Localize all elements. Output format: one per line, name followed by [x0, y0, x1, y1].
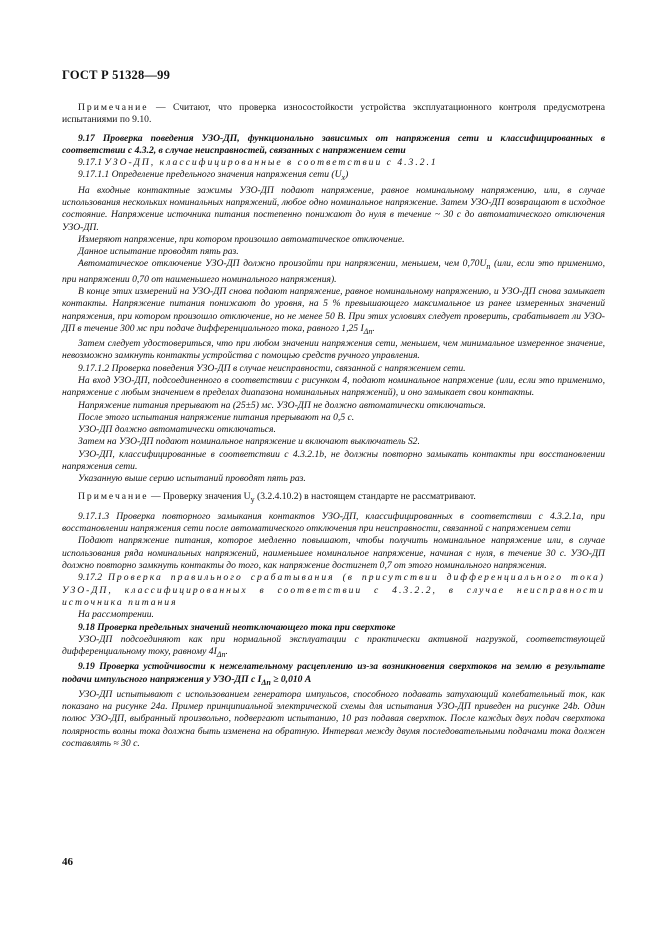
- paragraph: После этого испытания напряжение питания прерывают на 0,5 с.: [78, 411, 355, 423]
- paragraph: На входные контактные зажимы УЗО-ДП подают напряжение, равное номинальному напряжению, или, в случае использования нескольких номинальных напряжений, любое одно номинальное напряжение. Затем УЗО-ДП возвращают в исходное состояние. Напряжение источника питания постепенно понижают до нуля в течение ~ 30 с до автоматического отключения УЗО-ДП.: [62, 184, 605, 233]
- paragraph: УЗО-ДП подсоединяют как при нормальной эксплуатации с практически активной нагрузкой, соответствующей дифференциальному току, равному $4I_{\Delta n}$.: [62, 633, 605, 659]
- paragraph: Автоматическое отключение УЗО-ДП должно произойти при напряжении, меньшем, чем $0,70U_n$ (или, если это применимо, при напряжении 0,70 от наименьшего номинального напряжения).: [62, 258, 605, 285]
- paragraph: УЗО-ДП испытывают с использованием генератора импульсов, способного подавать затухающий колебательный ток, как показано на рисунке 24a. Пример принципиальной электрической схемы для испытания УЗО-ДП приведен на рисунке 24b. Один полюс УЗО-ДП, выбранный произвольно, подвергают испытанию, 10 раз подавая сверхток. После каждых двух подач сверхтока полярность волны тока должна быть изменена на обратную. Интервал между двумя последовательными подачами тока должен составлять ≈ 30 с.: [62, 688, 605, 749]
- paragraph: Затем следует удостовериться, что при любом значении напряжения сети, меньшем, чем минимальное измеренное значение, невозможно замкнуть контакты устройства с помощью средств ручного управления.: [62, 338, 605, 362]
- paragraph: В конце этих измерений на УЗО-ДП снова подают напряжение, равное номинальному напряжению, и УЗО-ДП снова замыкает контакты. Напряжение питания понижают до уровня, на 5 % превышающего максимальное из ранее измеренных значений напряжения, при котором произошло отключение, но не менее 50 В. При этих условиях следует проверить, срабатывает ли УЗО-ДП в течение 300 мс при подаче дифференциального тока, равного 1,25 $I_{\Delta n}$.: [62, 285, 605, 336]
- paragraph: Подают напряжение питания, которое медленно повышают, чтобы получить номинальное напряжение или, в случае использования ряда номинальных напряжений, наименьшее номинальное напряжение, начиная с нуля, в течение 30 с. УЗО-ДП должно повторно замкнуть контакты до того, как напряжение достигнет 0,7 от этого номинального напряжения.: [62, 535, 605, 572]
- document-header: ГОСТ Р 51328—99: [62, 68, 171, 82]
- note-1: Примечание — Считают, что проверка износостойкости устройства эксплуатационного контроля предусмотрена испытаниями по 9.10.: [62, 102, 605, 126]
- paragraph: Измеряют напряжение, при котором произошло автоматическое отключение.: [78, 233, 405, 245]
- section-9-17-2-heading: 9.17.2 Проверка правильного срабатывания (в присутствии дифференциального тока) УЗО-ДП, классифицированных в соответствии с 4.3.2.2, в случае неисправности источника питания: [62, 572, 605, 608]
- paragraph: На рассмотрении.: [78, 609, 154, 621]
- section-9-17-1-3-heading: 9.17.1.3 Проверка повторного замыкания контактов УЗО-ДП, классифицированных в соответствии с 4.3.2.1a, при восстановлении напряжения сети после автоматического отключения при неисправности, связанной с напряжением сети: [62, 510, 605, 535]
- paragraph: Указанную выше серию испытаний проводят пять раз.: [78, 473, 306, 485]
- note-label: Примечание: [78, 102, 149, 113]
- page-number: 46: [62, 856, 73, 868]
- section-9-17-heading: 9.17 Проверка поведения УЗО-ДП, функционально зависимых от напряжения сети и классифицированных в соответствии с 4.3.2, в случае неисправностей, связанных с напряжением сети: [62, 132, 605, 156]
- paragraph: На вход УЗО-ДП, подсоединенного в соответствии с рисунком 4, подают номинальное напряжение (или, если это применимо, напряжение с любым значением в пределах диапазона номинальных напряжений), и оно замыкает свои контакты.: [62, 374, 605, 399]
- note-2: Примечание — Проверку значения $U_y$ (3.2.4.10.2) в настоящем стандарте не рассматривают.: [78, 490, 476, 504]
- section-9-17-1-2-heading: 9.17.1.2 Проверка поведения УЗО-ДП в случае неисправности, связанной с напряжением сети.: [78, 362, 466, 374]
- section-9-19-heading: 9.19 Проверка устойчивости к нежелательному расцеплению из-за возникновения сверхтоков на землю в результате подачи импульсного напряжения у УЗО-ДП с $I_{\Delta n} \ge 0,010$ А: [62, 661, 605, 687]
- paragraph: Затем на УЗО-ДП подают номинальное напряжение и включают выключатель S2.: [78, 436, 420, 448]
- section-9-18-heading: 9.18 Проверка предельных значений неотключающего тока при сверхтоке: [78, 621, 396, 633]
- section-9-17-1-1-heading: 9.17.1.1 Определение предельного значения напряжения сети $(U_x)$: [78, 169, 349, 183]
- document-body: [62, 96, 605, 750]
- paragraph: УЗО-ДП должно автоматически отключаться.: [78, 424, 276, 436]
- note-label: Примечание: [78, 490, 149, 502]
- paragraph: Данное испытание проводят пять раз.: [78, 246, 239, 258]
- paragraph: Напряжение питания прерывают на (25±5) мс. УЗО-ДП не должно автоматически отключаться.: [78, 399, 486, 411]
- section-9-17-1-heading: 9.17.1 УЗО-ДП, классифицированные в соответствии с 4.3.2.1: [78, 157, 438, 169]
- paragraph: УЗО-ДП, классифицированные в соответствии с 4.3.2.1b, не должны повторно замыкать контакты при восстановлении напряжения сети.: [62, 448, 605, 473]
